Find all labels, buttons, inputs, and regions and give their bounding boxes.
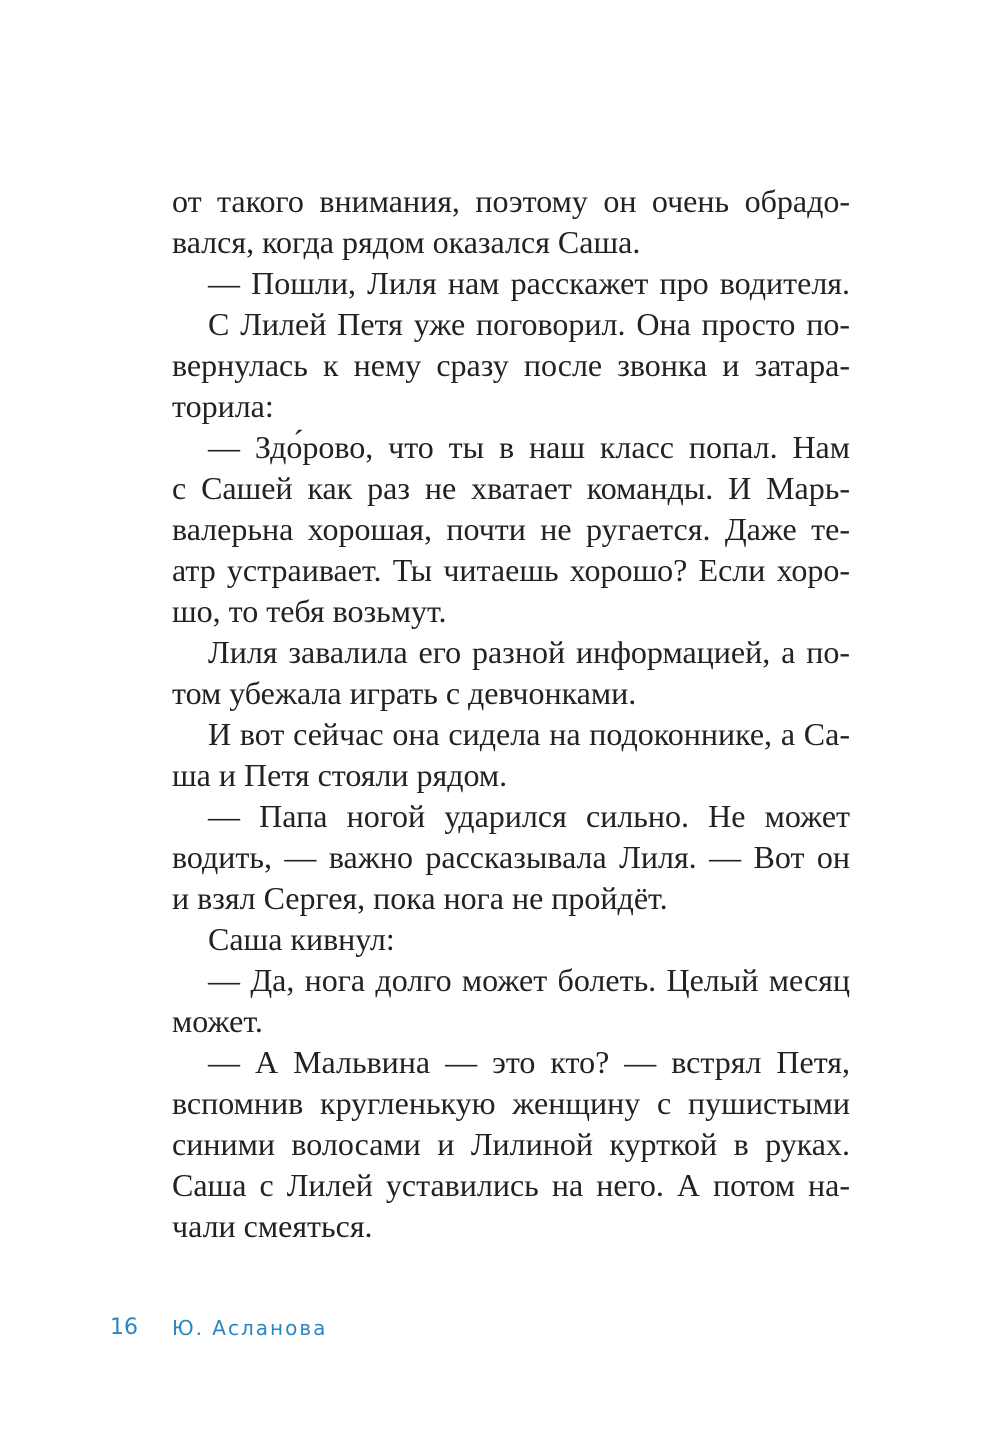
text-line: том убежала играть с девчонками. [172,675,637,711]
text-line: Лиля завалила его разной информацией, а по- [208,634,850,670]
text-line: — Здо́рово, что ты в наш класс попал. Нам [208,429,850,465]
text-line: может. [172,1003,263,1039]
text-line: вался, когда рядом оказался Саша. [172,224,641,260]
text-line: — Пошли, Лиля нам расскажет про водителя. [208,265,850,301]
text-line: чали смеяться. [172,1208,373,1244]
text-line: С Лилей Петя уже поговорил. Она просто по- [208,306,850,342]
text-line: Саша с Лилей уставились на него. А потом на- [172,1167,850,1203]
text-line: шо, то тебя возьмут. [172,593,447,629]
text-line: от такого внимания, поэтому он очень обрадо- [172,183,850,219]
text-line: и взял Сергея, пока нога не пройдёт. [172,880,668,916]
text-line: — Да, нога долго может болеть. Целый месяц [208,962,850,998]
text-line: синими волосами и Лилиной курткой в руках. [172,1126,850,1162]
text-line: атр устраивает. Ты читаешь хорошо? Если хоро- [172,552,850,588]
text-line: с Сашей как раз не хватает команды. И Марь- [172,470,850,506]
text-line: — Папа ногой ударился сильно. Не может [208,798,850,834]
text-line: валерьна хорошая, почти не ругается. Даже те- [172,511,850,547]
text-line: вспомнив кругленькую женщину с пушистыми [172,1085,850,1121]
text-line: ша и Петя стояли рядом. [172,757,508,793]
text-line: водить, — важно рассказывала Лиля. — Вот он [172,839,850,875]
page-number: 16 [110,1315,138,1340]
text-line: Саша кивнул: [208,921,395,957]
running-head-author: Ю. Асланова [172,1316,328,1340]
text-line: вернулась к нему сразу после звонка и затара- [172,347,850,383]
body-text [172,181,850,1247]
text-line: торила: [172,388,274,424]
text-line: И вот сейчас она сидела на подоконнике, а Са- [208,716,850,752]
text-line: — А Мальвина — это кто? — встрял Петя, [208,1044,850,1080]
